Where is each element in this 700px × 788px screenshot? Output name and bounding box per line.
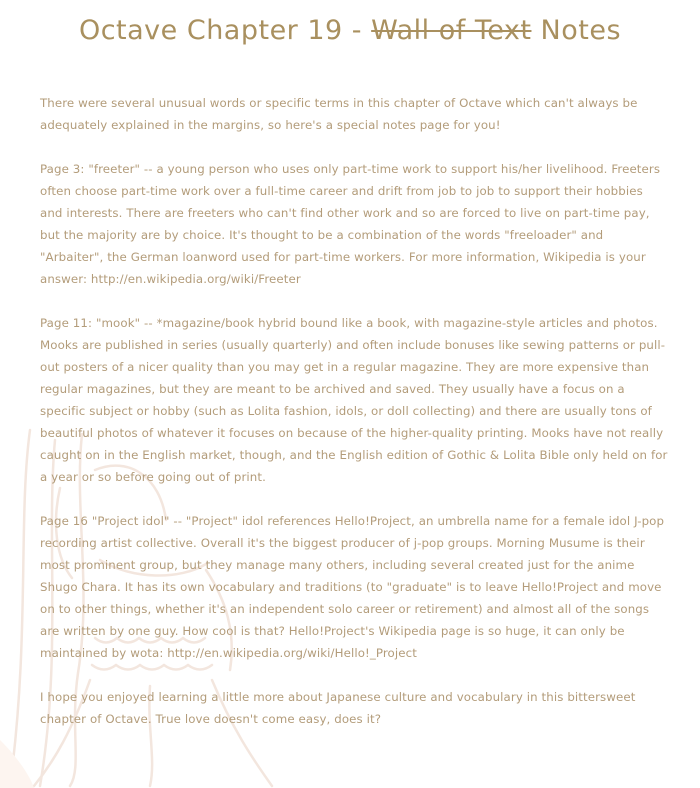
title-strikethrough-text: Wall of Text bbox=[371, 15, 532, 46]
paragraph-mook: Page 11: "mook" -- *magazine/book hybrid bound like a book, with magazine-style articles and photos. Mooks are published in series (usually quarterly) and often include bonuses like sewing patterns or pull-out posters of a nicer quality than you may get in a regular magazine. They are more expensive than regular magazines, but they are meant to be archived and saved. They usually have a focus on a specific subject or hobby (such as Lolita fashion, idols, or doll collecting) and there are usually tons of beautiful photos of whatever it focuses on because of the higher-quality printing. Mooks have not really caught on in the English market, though, and the English edition of Gothic & Lolita Bible only held on for a year or so before going out of print. bbox=[40, 316, 668, 484]
paragraph-intro: There were several unusual words or specific terms in this chapter of Octave which can't always be adequately explained in the margins, so here's a special notes page for you! bbox=[40, 96, 638, 132]
notes-content bbox=[40, 92, 668, 730]
sketch-skin-patch bbox=[0, 740, 34, 788]
title-prefix: Octave Chapter 19 - bbox=[78, 15, 372, 46]
title-suffix: Notes bbox=[531, 15, 622, 46]
page-title bbox=[0, 0, 700, 46]
paragraph-project-idol: Page 16 "Project idol" -- "Project" idol references Hello!Project, an umbrella name for a female idol J-pop recording artist collective. Overall it's the biggest producer of j-pop groups. Morning Musume is their most prominent group, but they manage many others, including several created just for the anime Shugo Chara. It has its own vocabulary and traditions (to "graduate" is to leave Hello!Project and move on to other things, whether it's an independent solo career or retirement) and almost all of the songs are written by one guy. How cool is that? Hello!Project's Wikipedia page is so huge, it can only be maintained by wota: http://en.wikipedia.org/wiki/Hello!_Project bbox=[40, 514, 665, 660]
sketch-hair-strand bbox=[10, 430, 30, 786]
paragraph-closing: I hope you enjoyed learning a little more about Japanese culture and vocabulary in this bittersweet chapter of Octave. True love doesn't come easy, does it? bbox=[40, 690, 636, 726]
paragraph-freeter: Page 3: "freeter" -- a young person who uses only part-time work to support his/her livelihood. Freeters often choose part-time work over a full-time career and drift from job to job to support their hobbies and interests. There are freeters who can't find other work and so are forced to live on part-time pay, but the majority are by choice. It's thought to be a combination of the words "freeloader" and "Arbaiter", the German loanword used for part-time workers. For more information, Wikipedia is your answer: http://en.wikipedia.org/wiki/Freeter bbox=[40, 162, 661, 286]
